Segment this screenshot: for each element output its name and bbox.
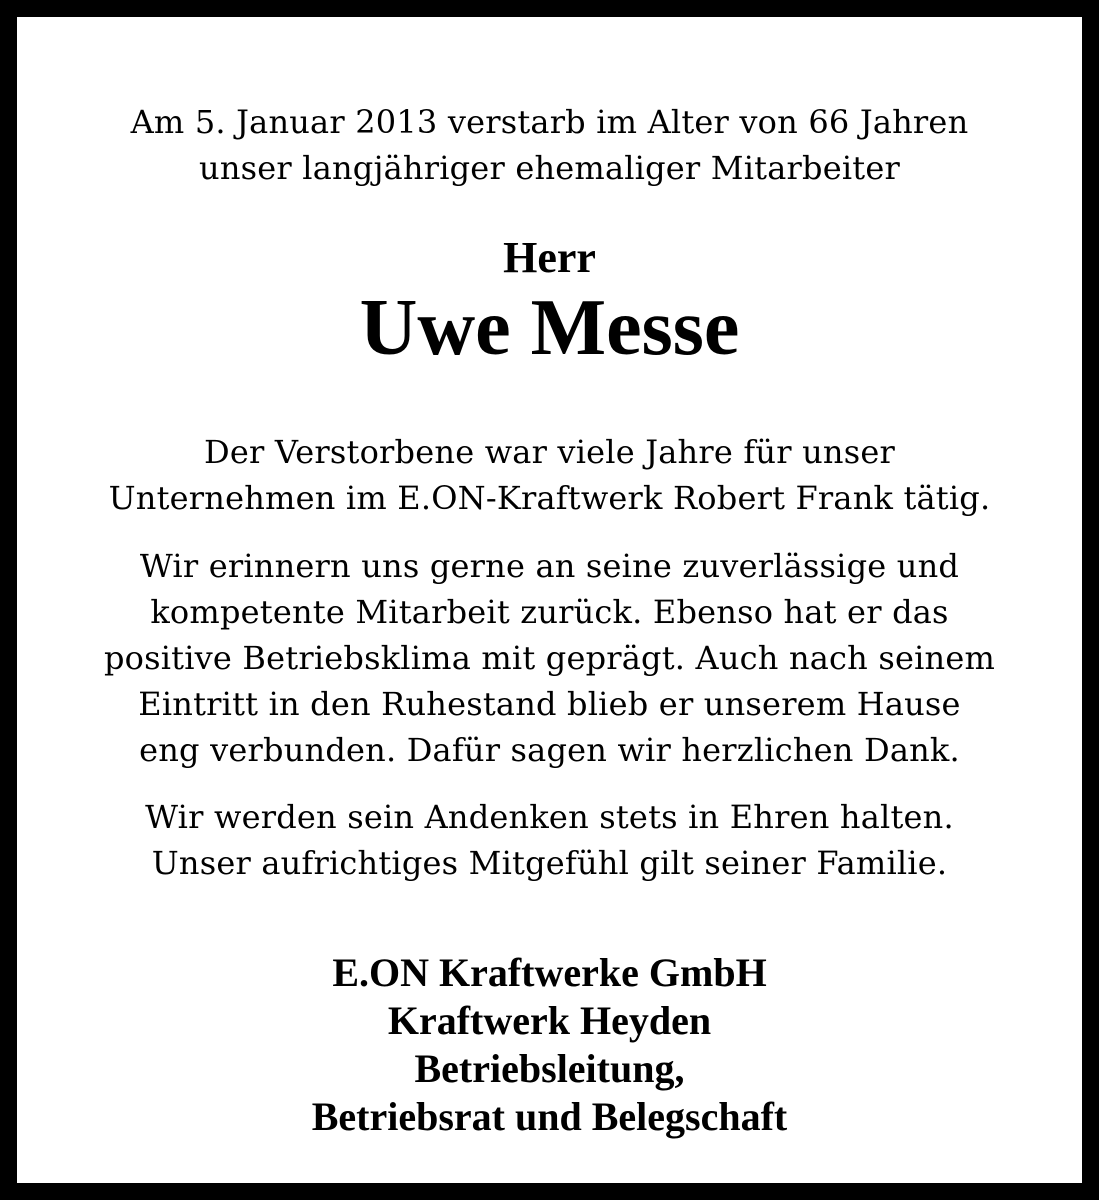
paragraph1-line-2: Unternehmen im E.ON-Kraftwerk Robert Frank tätig. <box>108 479 991 517</box>
signature-plant: Kraftwerk Heyden <box>387 998 712 1043</box>
paragraph3-line-1: Wir werden sein Andenken stets in Ehren halten. <box>145 798 954 836</box>
paragraph2-line-3: positive Betriebsklima mit geprägt. Auch nach seinem <box>103 639 996 677</box>
deceased-name: Uwe Messe <box>359 284 740 372</box>
paragraph2-line-4: Eintritt in den Ruhestand blieb er unserem Hause <box>138 685 961 723</box>
signature-management: Betriebsleitung, <box>414 1046 685 1091</box>
signature-company: E.ON Kraftwerke GmbH <box>332 950 767 995</box>
paragraph2-line-1: Wir erinnern uns gerne an seine zuverlässige und <box>139 547 960 585</box>
paragraph1-line-1: Der Verstorbene war viele Jahre für unser <box>204 433 895 471</box>
paragraph2-line-2: kompetente Mitarbeit zurück. Ebenso hat er das <box>150 593 949 631</box>
intro-line-1: Am 5. Januar 2013 verstarb im Alter von 66 Jahren <box>130 103 969 141</box>
deceased-salutation: Herr <box>503 233 596 282</box>
paragraph2-line-5: eng verbunden. Dafür sagen wir herzlichen Dank. <box>139 731 960 769</box>
intro-line-2: unser langjähriger ehemaliger Mitarbeiter <box>199 149 900 187</box>
paragraph3-line-2: Unser aufrichtiges Mitgefühl gilt seiner Familie. <box>151 844 948 882</box>
signature-staff: Betriebsrat und Belegschaft <box>311 1094 788 1139</box>
